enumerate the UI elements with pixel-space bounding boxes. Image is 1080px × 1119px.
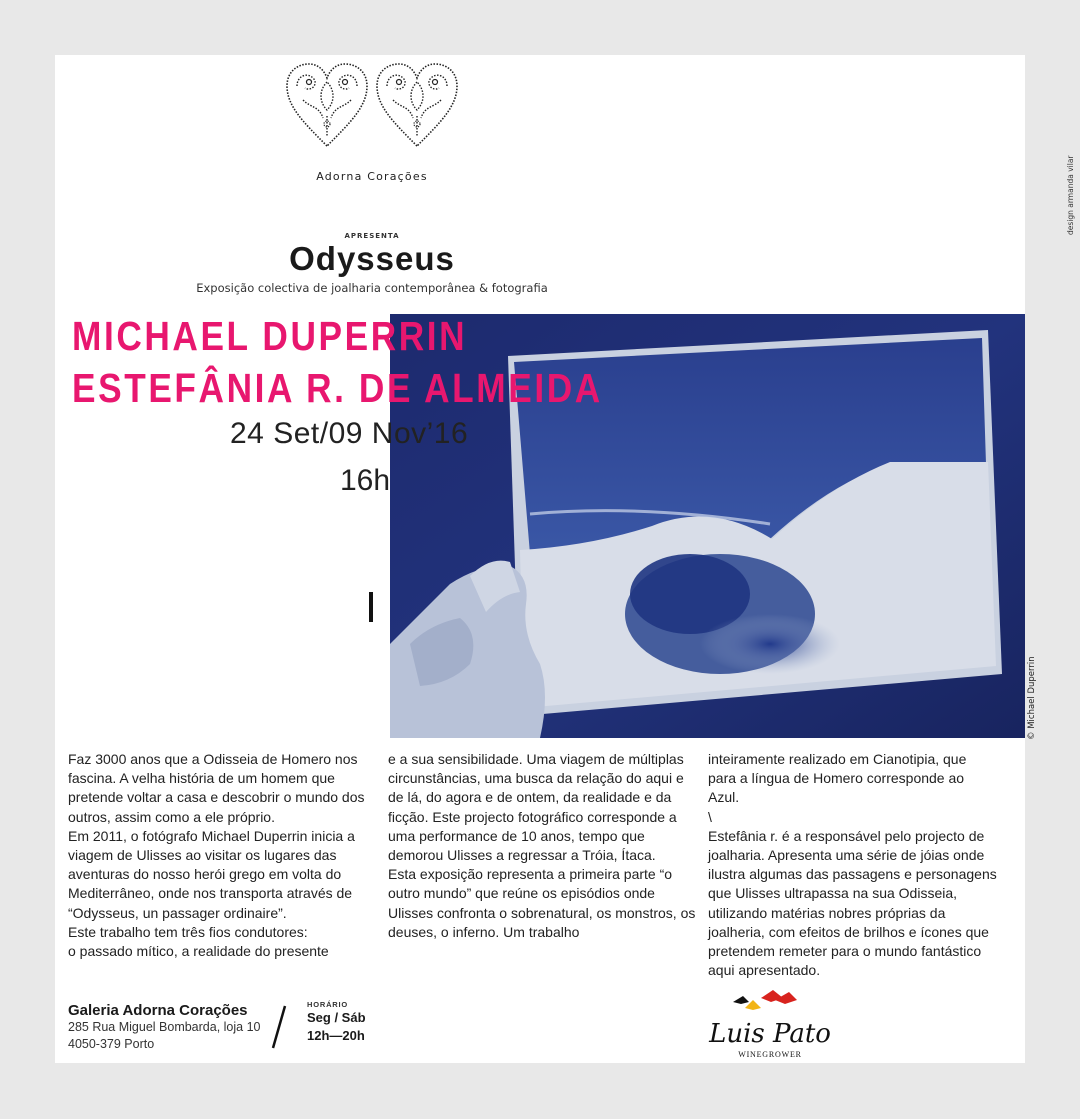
svg-text:Luis Pato: Luis Pato xyxy=(709,1019,831,1049)
double-heart-logo-icon xyxy=(283,60,461,150)
opening-hours xyxy=(307,1000,366,1045)
luis-pato-logo-icon xyxy=(705,988,835,1064)
hours-days: Seg / Sáb xyxy=(307,1010,366,1025)
gallery-address-line2: 4050-379 Porto xyxy=(68,1037,155,1051)
gallery-info xyxy=(68,1002,278,1053)
paragraph: Em 2011, o fotógrafo Michael Duperrin inicia a viagem de Ulisses ao visitar os lugares das aventuras do nosso herói grego em volta do Mediterrâneo, onde nos transporta através de “Odysseus, un passager ordinaire”. xyxy=(68,827,355,921)
svg-text:WINEGROWER: WINEGROWER xyxy=(738,1050,802,1059)
artist-name-1: MICHAEL DUPERRIN xyxy=(72,313,468,359)
presents-label: APRESENTA xyxy=(344,232,400,240)
paragraph: e a sua sensibilidade. Uma viagem de múltiplas circunstâncias, uma busca da relação do aqui e de lá, do agora e de ontem, da realidade e da ficção. Este projecto fotográfico corresponde a uma performance de 10 anos, tempo que demorou Ulisses a regressar a Tróia, Ítaca. xyxy=(388,751,684,864)
exhibition-subtitle: Exposição colectiva de joalharia contemporânea & fotografia xyxy=(196,281,548,295)
separator: \ xyxy=(708,808,712,825)
divider-mark xyxy=(369,592,373,622)
paragraph: Esta exposição representa a primeira parte “o outro mundo” que reúne os episódios onde Ulisses confronta o sobrenatural, os monstros, os deuses, o inferno. Um trabalho xyxy=(388,866,696,940)
exhibition-title: Odysseus xyxy=(289,240,455,277)
artist-name-2: ESTEFÂNIA R. DE ALMEIDA xyxy=(72,365,603,411)
opening-time: 16h xyxy=(340,464,391,497)
photo-credit: © Michael Duperrin xyxy=(1027,656,1037,740)
paragraph: Estefânia r. é a responsável pelo projecto de joalharia. Apresenta uma série de jóias onde ilustra algumas das passagens e personagens que Ulisses ultrapassa na sua Odisseia, utilizando matérias nobres próprias da joalheria, com efeitos de brilhos e ícones que pretendem remeter para o mundo fantástico aqui apresentado. xyxy=(708,827,997,979)
paragraph: o passado mítico, a realidade do presente xyxy=(68,943,329,960)
body-column-1 xyxy=(68,750,373,961)
hours-time: 12h—20h xyxy=(307,1028,365,1043)
slash-divider xyxy=(265,1004,295,1050)
brand-name: Adorna Corações xyxy=(316,170,428,183)
paragraph: inteiramente realizado em Cianotipia, que para a língua de Homero corresponde ao Azul. xyxy=(708,751,967,806)
body-column-3 xyxy=(708,750,998,980)
gallery-address-line1: 285 Rua Miguel Bombarda, loja 10 xyxy=(68,1020,261,1034)
paragraph: Faz 3000 anos que a Odisseia de Homero nos fascina. A velha história de um homem que pretende voltar a casa e descobrir o mundo dos outros, assim como a ele próprio. xyxy=(68,751,365,825)
exhibition-dates: 24 Set/09 Nov’16 xyxy=(230,417,469,450)
design-credit: design armanda vilar xyxy=(1066,155,1075,235)
gallery-name: Galeria Adorna Corações xyxy=(68,1002,248,1019)
paragraph: Este trabalho tem três fios condutores: xyxy=(68,923,308,940)
body-column-2 xyxy=(388,750,696,942)
hours-label: HORÁRIO xyxy=(307,1000,349,1009)
